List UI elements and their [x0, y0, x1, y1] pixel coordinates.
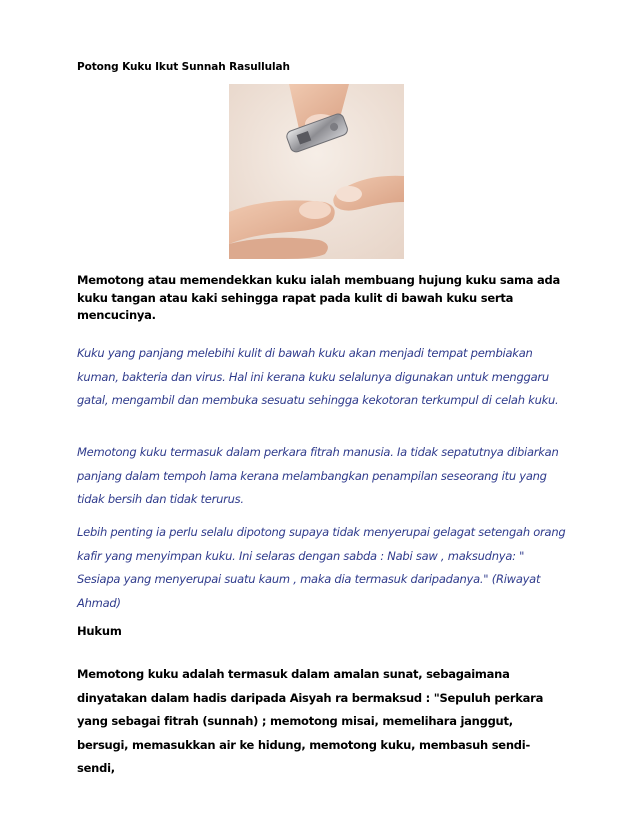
section-body: Memotong kuku adalah termasuk dalam amalan sunat, sebagaimana dinyatakan dalam hadis daripada Aisyah ra bermaksud : "Sepuluh perkara yang sebagai fitrah (sunnah) ; memotong misai, memelihara janggut, bersugi, memasukkan air ke hidung, memotong kuku, membasuh sendi-sendi, — [77, 667, 544, 775]
nail-clipper-photo — [229, 84, 404, 259]
intro-paragraph: Memotong atau memendekkan kuku ialah membuang hujung kuku sama ada kuku tangan atau kaki sehingga rapat pada kulit di bawah kuku serta mencucinya. — [77, 273, 561, 322]
document-title: Potong Kuku Ikut Sunnah Rasullulah — [77, 61, 290, 73]
paragraph-2: Memotong kuku termasuk dalam perkara fitrah manusia. Ia tidak sepatutnya dibiarkan panjang dalam tempoh lama kerana melambangkan penampilan seseorang itu yang tidak bersih dan tidak terurus. — [77, 445, 559, 506]
paragraph-1: Kuku yang panjang melebihi kulit di bawah kuku akan menjadi tempat pembiakan kuman, bakteria dan virus. Hal ini kerana kuku selalunya digunakan untuk menggaru gatal, mengambil dan membuka sesuatu sehingga kekotoran terkumpul di celah kuku. — [77, 346, 559, 407]
section-heading: Hukum — [77, 624, 122, 638]
paragraph-3: Lebih penting ia perlu selalu dipotong supaya tidak menyerupai gelagat setengah orang kafir yang menyimpan kuku. Ini selaras dengan sabda : Nabi saw , maksudnya: " Sesiapa yang menyerupai suatu kaum , maka dia termasuk daripadanya." (Riwayat Ahmad) — [77, 525, 566, 610]
